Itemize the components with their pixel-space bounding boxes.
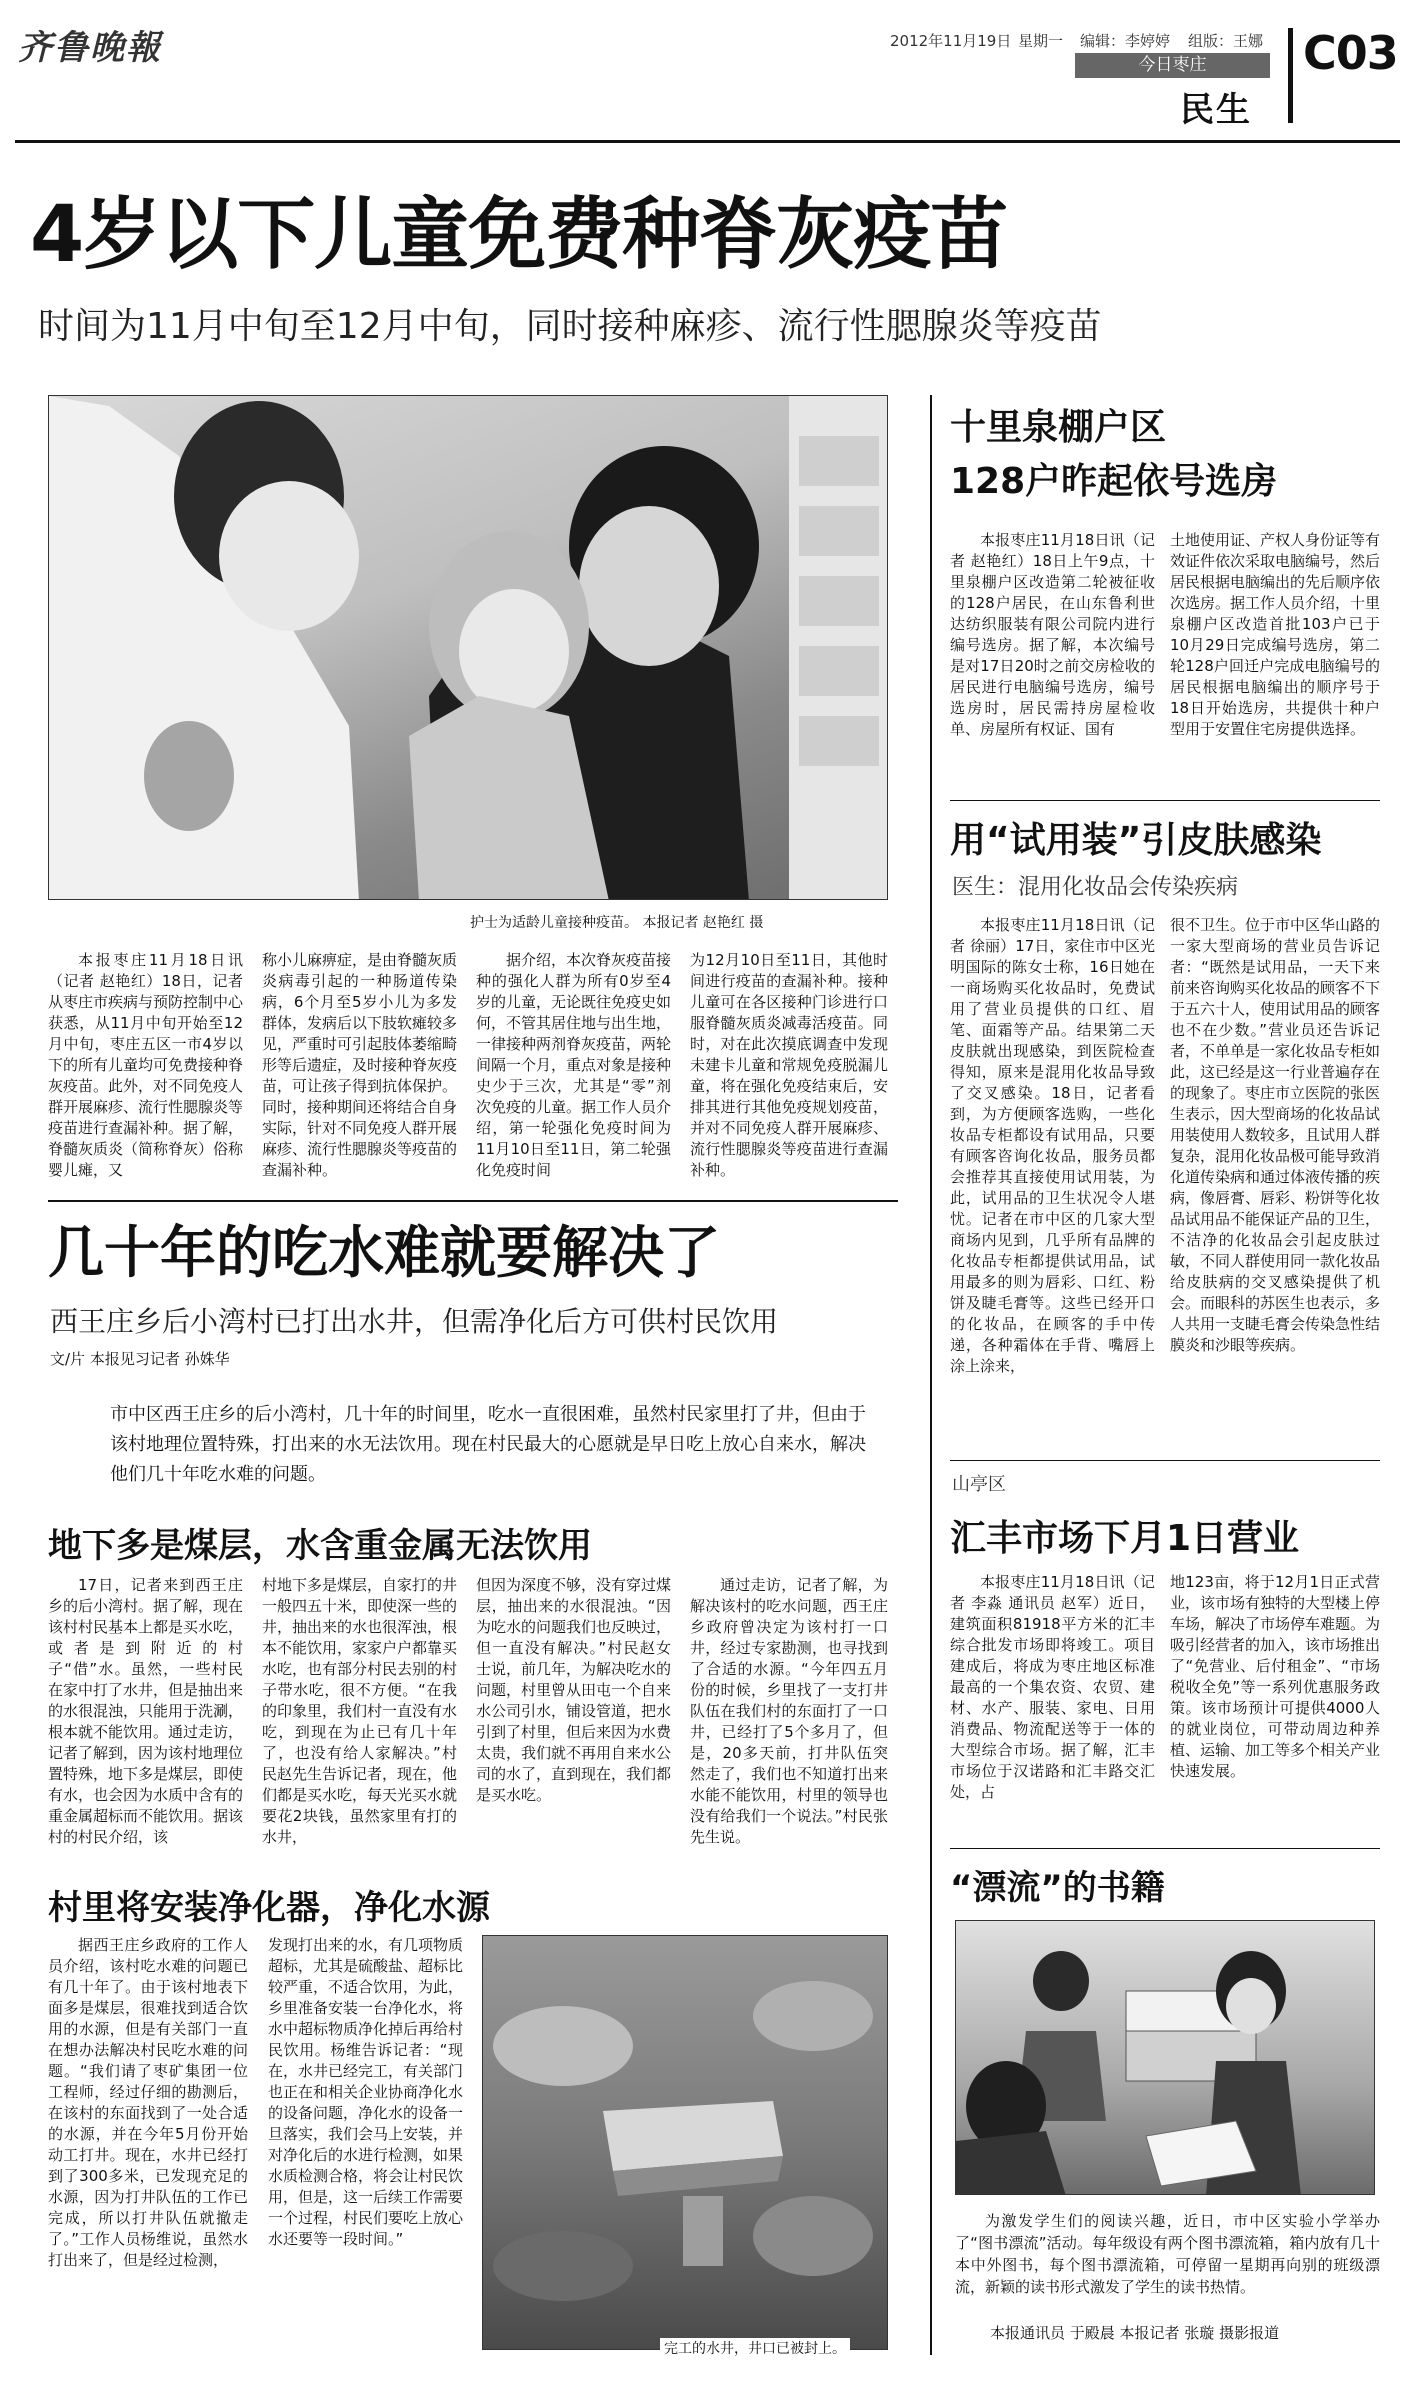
main-column-2: [262, 950, 457, 1181]
issue-weekday: 星期一: [1018, 32, 1064, 50]
water-text-2: 村地下多是煤层，自家打的井一般四五十米，即使深一些的井，抽出来的水也很浑浊，根本不能饮用，家家户户都靠买水吃，也有部分村民去别的村子带水吃，很不方便。“在我的印象里，我们村一直没有水吃，到现在为止已有几十年了，也没有给人家解决。”村民赵先生告诉记者，现在，他们都是买水吃，每天光买水就要花2块钱，虽然家里有打的水井，: [262, 1576, 458, 1846]
section-title: 民生: [1180, 90, 1252, 130]
well-photo-caption: 完工的水井，井口已被封上。: [660, 2338, 850, 2358]
water-text-5: 据西王庄乡政府的工作人员介绍，该村吃水难的问题已有几十年了。由于该村地表下面多是煤层，很难找到适合饮用的水源，但是有关部门一直在想办法解决村民吃水难的问题。“我们请了枣矿集团一位工程师，经过仔细的勘测后，在该村的东面找到了一处合适的水源，并在今年5月份开始动工打井。现在，水井已经打到了300多米，已发现充足的水源，因为打井队伍的工作已完成，所以打井队伍就撤走了。”工作人员杨维说，虽然水打出来了，但是经过检测，: [48, 1936, 248, 2269]
side3-text-2: 地123亩，将于12月1日正式营业，该市场有独特的大型楼上停车场，解决了市场停车难题。为吸引经营者的加入，该市场推出了“免营业、后付租金”、“市场税收全免”等一系列优惠服务政策。该市场预计可提供4000人的就业岗位，可带动周边种养植、运输、加工等多个相关产业快速发展。: [1170, 1573, 1381, 1780]
side2-col-1: [950, 915, 1155, 1377]
main-text-4: 为12月10日至11日，其他时间进行疫苗的查漏补种。接种儿童可在各区接种门诊进行口服脊髓灰质炎减毒活疫苗。同时，对在此次摸底调查中发现未建卡儿童和常规免疫脱漏儿童，将在强化免疫结束后，安排其进行其他免疫规划疫苗，并对不同免疫人群开展麻疹、流行性腮腺炎等疫苗进行查漏补种。: [690, 951, 888, 1179]
main-text-3: 据介绍，本次脊灰疫苗接种的强化人群为所有0岁至4岁的儿童，无论既往免疫史如何，不管其居住地与出生地，一律接种两剂脊灰疫苗，两轮间隔一个月，重点对象是接种史少于三次，尤其是“零”剂次免疫的儿童。据工作人员介绍，第一轮强化免疫时间为11月10日至11日，第二轮强化免疫时间: [476, 951, 672, 1179]
side1-rule: [950, 800, 1380, 801]
side3-text-1: 本报枣庄11月18日讯（记者 李淼 通讯员 赵军）近日，建筑面积81918平方米的汇丰综合批发市场即将竣工。项目建成后，将成为枣庄地区标准最高的一个集农资、农贸、建材、水产、服装、家电、日用消费品、物流配送等于一体的大型综合市场。据了解，汇丰市场位于汉诺路和汇丰路交汇处，占: [950, 1573, 1155, 1801]
main-subhead: 时间为11月中旬至12月中旬，同时接种麻疹、流行性腮腺炎等疫苗: [38, 306, 1102, 347]
main-column-1: [48, 950, 243, 1181]
side2-text-1: 本报枣庄11月18日讯（记者 徐丽）17日，家住市中区光明国际的陈女士称，16日她在一商场购买化妆品时，免费试用了营业员提供的口红、眉笔、面霜等产品。结果第二天皮肤就出现感染，到医院检查得知，原来是混用化妆品导致了交叉感染。18日，记者看到，为方便顾客选购，一些化妆品专柜都设有试用品，只要有顾客咨询化妆品，服务员都会推荐其直接使用试用装，为此，试用品的卫生状况令人堪忧。记者在市中区的几家大型商场内见到，几乎所有品牌的化妆品专柜都提供试用品，试用最多的则为唇彩、口红、粉饼及睫毛膏等。这些已经开口的化妆品，在顾客的手中传递，各种霜体在手背、嘴唇上涂上涂来，: [950, 916, 1155, 1375]
book-drift-photo: [955, 1920, 1375, 2195]
water-text-4: 通过走访，记者了解，为解决该村的吃水问题，西王庄乡政府曾决定为该村打一口井，经过专家勘测，也寻找到了合适的水源。“今年四五月份的时候，乡里找了一支打井队伍在我们村的东面打了一口井，已经打了5个多月了，但是，20多天前，打井队伍突然走了，我们也不知道打出来水能不能饮用，村里的领导也没有给我们一个说法。”村民张先生说。: [690, 1576, 888, 1846]
main-headline: 4岁以下儿童免费种脊灰疫苗: [30, 190, 1008, 280]
water-byline: 文/片 本报见习记者 孙姝华: [50, 1350, 230, 1368]
water-top-rule: [48, 1200, 898, 1202]
water-text-1: 17日，记者来到西王庄乡的后小湾村。据了解，现在该村村民基本上都是买水吃，或者是到附近的村子“借”水。虽然，一些村民在家中打了水井，但是抽出来的水很混浊，只能用于洗涮，根本就不能饮用。通过走访，记者了解到，因为该村地理位置特殊，地下多是煤层，即使有水，也会因为水质中含有的重金属超标而不能饮用。据该村的村民介绍，该: [48, 1576, 244, 1846]
well-scene: [483, 1936, 888, 2350]
side1-col-2: [1170, 530, 1380, 740]
water-col-5: [48, 1935, 248, 2271]
side1-headline-2: 128户昨起依号选房: [950, 461, 1278, 502]
main-text-2: 称小儿麻痹症，是由脊髓灰质炎病毒引起的一种肠道传染病，6个月至5岁小儿为多发群体，发病后以下肢软瘫较多见，严重时可引起肢体萎缩畸形等后遗症，及时接种脊灰疫苗，可让孩子得到抗体保护。同时，接种期间还将结合自身实际，针对不同免疫人群开展麻疹、流行性腮腺炎等疫苗的查漏补种。: [262, 951, 458, 1179]
page-layout: 组版：王娜: [1188, 32, 1264, 50]
side1-col-1: [950, 530, 1155, 740]
side4-credit: 本报通讯员 于殿晨 本报记者 张璇 摄影报道: [990, 2324, 1280, 2342]
water-headline: 几十年的吃水难就要解决了: [48, 1221, 720, 1286]
side1-text-1: 本报枣庄11月18日讯（记者 赵艳红）18日上午9点，十里泉棚户区改造第二轮被征收的128户居民，在山东鲁利世达纺织服装有限公司院内进行编号选房。据了解，本次编号是对17日20时之前交房检收的居民进行电脑编号选房，编号选房时，居民需持房屋检收单、房屋所有权证、国有: [950, 531, 1155, 738]
well-photo: [482, 1935, 888, 2350]
water-col-6: [268, 1935, 463, 2250]
water-col-4: [690, 1575, 888, 1848]
water-col-2: [262, 1575, 457, 1848]
section-tag: 今日枣庄: [1075, 53, 1270, 78]
side3-rule: [950, 1848, 1380, 1849]
masthead-rule: [15, 140, 1400, 143]
side3-col-2: [1170, 1572, 1380, 1782]
column-rule: [930, 395, 932, 2355]
side3-region: 山亭区: [952, 1474, 1006, 1495]
water-subhead-2: 村里将安装净化器，净化水源: [48, 1888, 490, 1928]
side4-caption: 为激发学生们的阅读兴趣，近日，市中区实验小学举办了“图书漂流”活动。每年级设有两个图书漂流箱，箱内放有几十本中外图书，每个图书漂流箱，可停留一星期再向别的班级漂流，新颖的读书形式激发了学生的读书热情。: [955, 2212, 1380, 2296]
side3-headline: 汇丰市场下月1日营业: [950, 1518, 1300, 1559]
vaccination-scene: [49, 396, 888, 900]
issue-date: 2012年11月19日: [890, 32, 1012, 50]
vaccination-photo-caption: 护士为适龄儿童接种疫苗。 本报记者 赵艳红 摄: [470, 915, 764, 931]
classroom-scene: [956, 1921, 1375, 2195]
page-number: C03: [1303, 26, 1398, 80]
water-text-6: 发现打出来的水，有几项物质超标，尤其是硫酸盐、超标比较严重，不适合饮用，为此，乡里准备安装一台净化水，将水中超标物质净化掉后再给村民饮用。杨维告诉记者：“现在，水井已经完工，有关部门也正在和相关企业协商净化水的设备问题，净化水的设备一旦落实，我们会马上安装，并对净化后的水进行检测，如果水质检测合格，将会让村民饮用，但是，这一后续工作需要一个过程，村民们要吃上放心水还要等一段时间。”: [268, 1936, 464, 2248]
paper-logo: 齐鲁晚報: [18, 28, 162, 68]
water-col-1: [48, 1575, 243, 1848]
masthead-divider: [1288, 28, 1293, 123]
side2-col-2: [1170, 915, 1380, 1356]
side3-col-1: [950, 1572, 1155, 1803]
side2-text-2: 很不卫生。位于市中区华山路的一家大型商场的营业员告诉记者：“既然是试用品，一天下来前来咨询购买化妆品的顾客不下于五六十人，使用试用品的顾客也不在少数。”营业员还告诉记者，不单单是一家化妆品专柜如此，这已经是这一行业普遍存在的现象了。枣庄市立医院的张医生表示，因大型商场的化妆品试用装使用人数较多，且试用人群复杂，混用化妆品极可能导致消化道传染病和通过体液传播的疾病，像唇膏、唇彩、粉饼等化妆品试用品不能保证产品的卫生，不洁净的化妆品会引起皮肤过敏，不同人群使用同一款化妆品给皮肤病的交叉感染提供了机会。而眼科的苏医生也表示，多人共用一支睫毛膏会传染急性结膜炎和沙眼等疾病。: [1170, 916, 1381, 1354]
main-text-1: 本报枣庄11月18日讯（记者 赵艳红）18日，记者从枣庄市疾病与预防控制中心获悉，从11月中旬开始至12月中旬，枣庄五区一市4岁以下的所有儿童均可免费接种脊灰疫苗。此外，对不同免疫人群开展麻疹、流行性腮腺炎等疫苗进行查漏补种。据了解，脊髓灰质炎（简称脊灰）俗称婴儿瘫，又: [48, 951, 244, 1179]
main-column-4: [690, 950, 888, 1181]
water-lead: 市中区西王庄乡的后小湾村，几十年的时间里，吃水一直很困难，虽然村民家里打了井，但由于该村地理位置特殊，打出来的水无法饮用。现在村民最大的心愿就是早日吃上放心自来水，解决他们几十年吃水难的问题。: [110, 1404, 866, 1485]
water-col-3: [476, 1575, 671, 1806]
side2-rule: [950, 1460, 1380, 1461]
water-subhead-1: 地下多是煤层，水含重金属无法饮用: [48, 1526, 592, 1566]
side1-headline-1: 十里泉棚户区: [950, 407, 1167, 448]
page-editor: 编辑：李婷婷: [1080, 32, 1171, 50]
water-text-3: 但因为深度不够，没有穿过煤层，抽出来的水很混浊。“因为吃水的问题我们也反映过，但一直没有解决。”村民赵女士说，前几年，为解决吃水的问题，村里曾从田屯一个自来水公司引水，铺设管道，把水引到了村里，但后来因为水费太贵，我们就不再用自来水公司的水了，直到现在，我们都是买水吃。: [476, 1576, 672, 1804]
side4-headline: “漂流”的书籍: [950, 1868, 1165, 1908]
vaccination-photo: [48, 395, 888, 900]
main-column-3: [476, 950, 671, 1181]
side2-subhead: 医生：混用化妆品会传染疾病: [952, 875, 1239, 900]
water-subhead: 西王庄乡后小湾村已打出水井，但需净化后方可供村民饮用: [50, 1305, 779, 1338]
side2-headline: 用“试用装”引皮肤感染: [950, 820, 1322, 861]
side1-text-2: 土地使用证、产权人身份证等有效证件依次采取电脑编号，然后居民根据电脑编出的先后顺序依次选房。据工作人员介绍，十里泉棚户区改造首批103户已于10月29日完成编号选房，第二轮128户回迁户完成电脑编号的居民根据电脑编出的顺序号于18日开始选房，共提供十种户型用于安置住宅房提供选择。: [1170, 531, 1381, 738]
